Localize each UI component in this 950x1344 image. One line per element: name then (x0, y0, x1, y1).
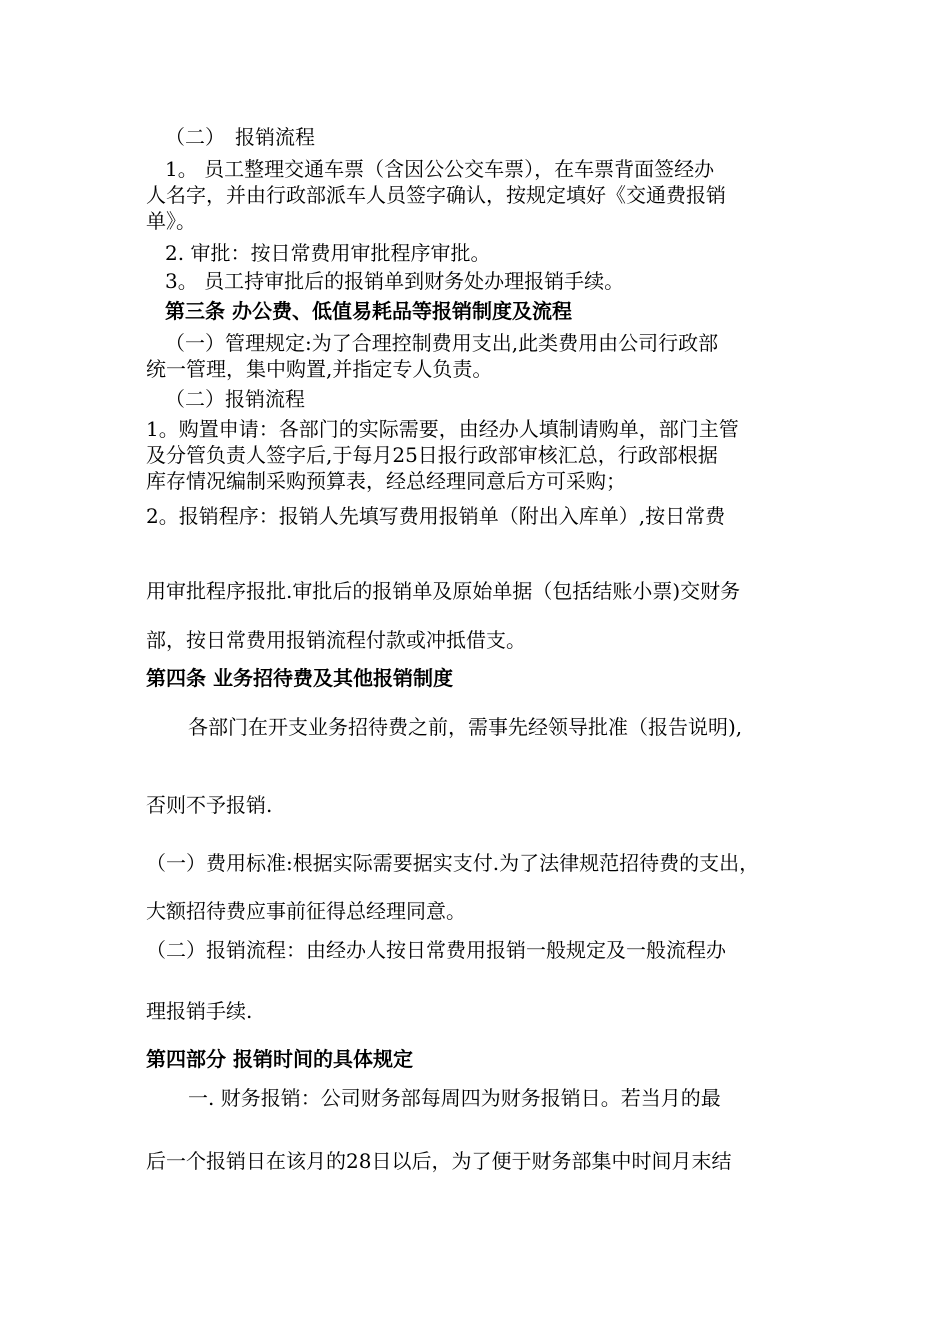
paragraph-line: 统一管理，集中购置,并指定专人负责。 (146, 357, 493, 381)
paragraph-line: （二）报销流程：由经办人按日常费用报销一般规定及一般流程办 (146, 938, 726, 962)
article-four-heading: 第四条 业务招待费及其他报销制度 (146, 666, 453, 690)
paragraph-line: 用审批程序报批.审批后的报销单及原始单据（包括结账小票)交财务 (146, 579, 741, 603)
paragraph-line: 2。报销程序：报销人先填写费用报销单（附出入库单）,按日常费 (146, 504, 726, 528)
paragraph-line: 3。 员工持审批后的报销单到财务处办理报销手续。 (165, 269, 625, 293)
paragraph-line: 1。 员工整理交通车票（含因公公交车票），在车票背面签经办 (165, 157, 715, 181)
paragraph-line: 否则不予报销. (146, 793, 273, 817)
paragraph-line: 部，按日常费用报销流程付款或冲抵借支。 (146, 628, 526, 652)
paragraph-line: 后一个报销日在该月的28日以后，为了便于财务部集中时间月末结 (146, 1149, 732, 1173)
paragraph-line: 理报销手续. (146, 999, 253, 1023)
part-four-heading: 第四部分 报销时间的具体规定 (146, 1047, 413, 1071)
paragraph-line: 1。购置申请：各部门的实际需要，由经办人填制请购单，部门主管 (146, 417, 739, 441)
paragraph-line: 2. 审批：按日常费用审批程序审批。 (165, 241, 491, 265)
section-heading-reimbursement-process: （二）报销流程 (165, 387, 305, 411)
paragraph-line: 各部门在开支业务招待费之前，需事先经领导批准（报告说明), (188, 715, 743, 739)
paragraph-line: 一. 财务报销：公司财务部每周四为财务报销日。若当月的最 (188, 1086, 721, 1110)
paragraph-line: （一）管理规定:为了合理控制费用支出,此类费用由公司行政部 (165, 331, 719, 355)
paragraph-line: 大额招待费应事前征得总经理同意。 (146, 899, 466, 923)
article-three-heading: 第三条 办公费、低值易耗品等报销制度及流程 (165, 299, 572, 323)
section-heading-reimbursement-process: （二） 报销流程 (165, 125, 315, 149)
paragraph-line: 库存情况编制采购预算表，经总经理同意后方可采购； (146, 469, 626, 493)
paragraph-line: 及分管负责人签字后,于每月25日报行政部审核汇总，行政部根据 (146, 443, 718, 467)
paragraph-line: 人名字，并由行政部派车人员签字确认，按规定填好《交通费报销 (146, 183, 726, 207)
paragraph-line: 单》。 (146, 209, 196, 233)
paragraph-line: （一）费用标准:根据实际需要据实支付.为了法律规范招待费的支出， (146, 851, 760, 875)
